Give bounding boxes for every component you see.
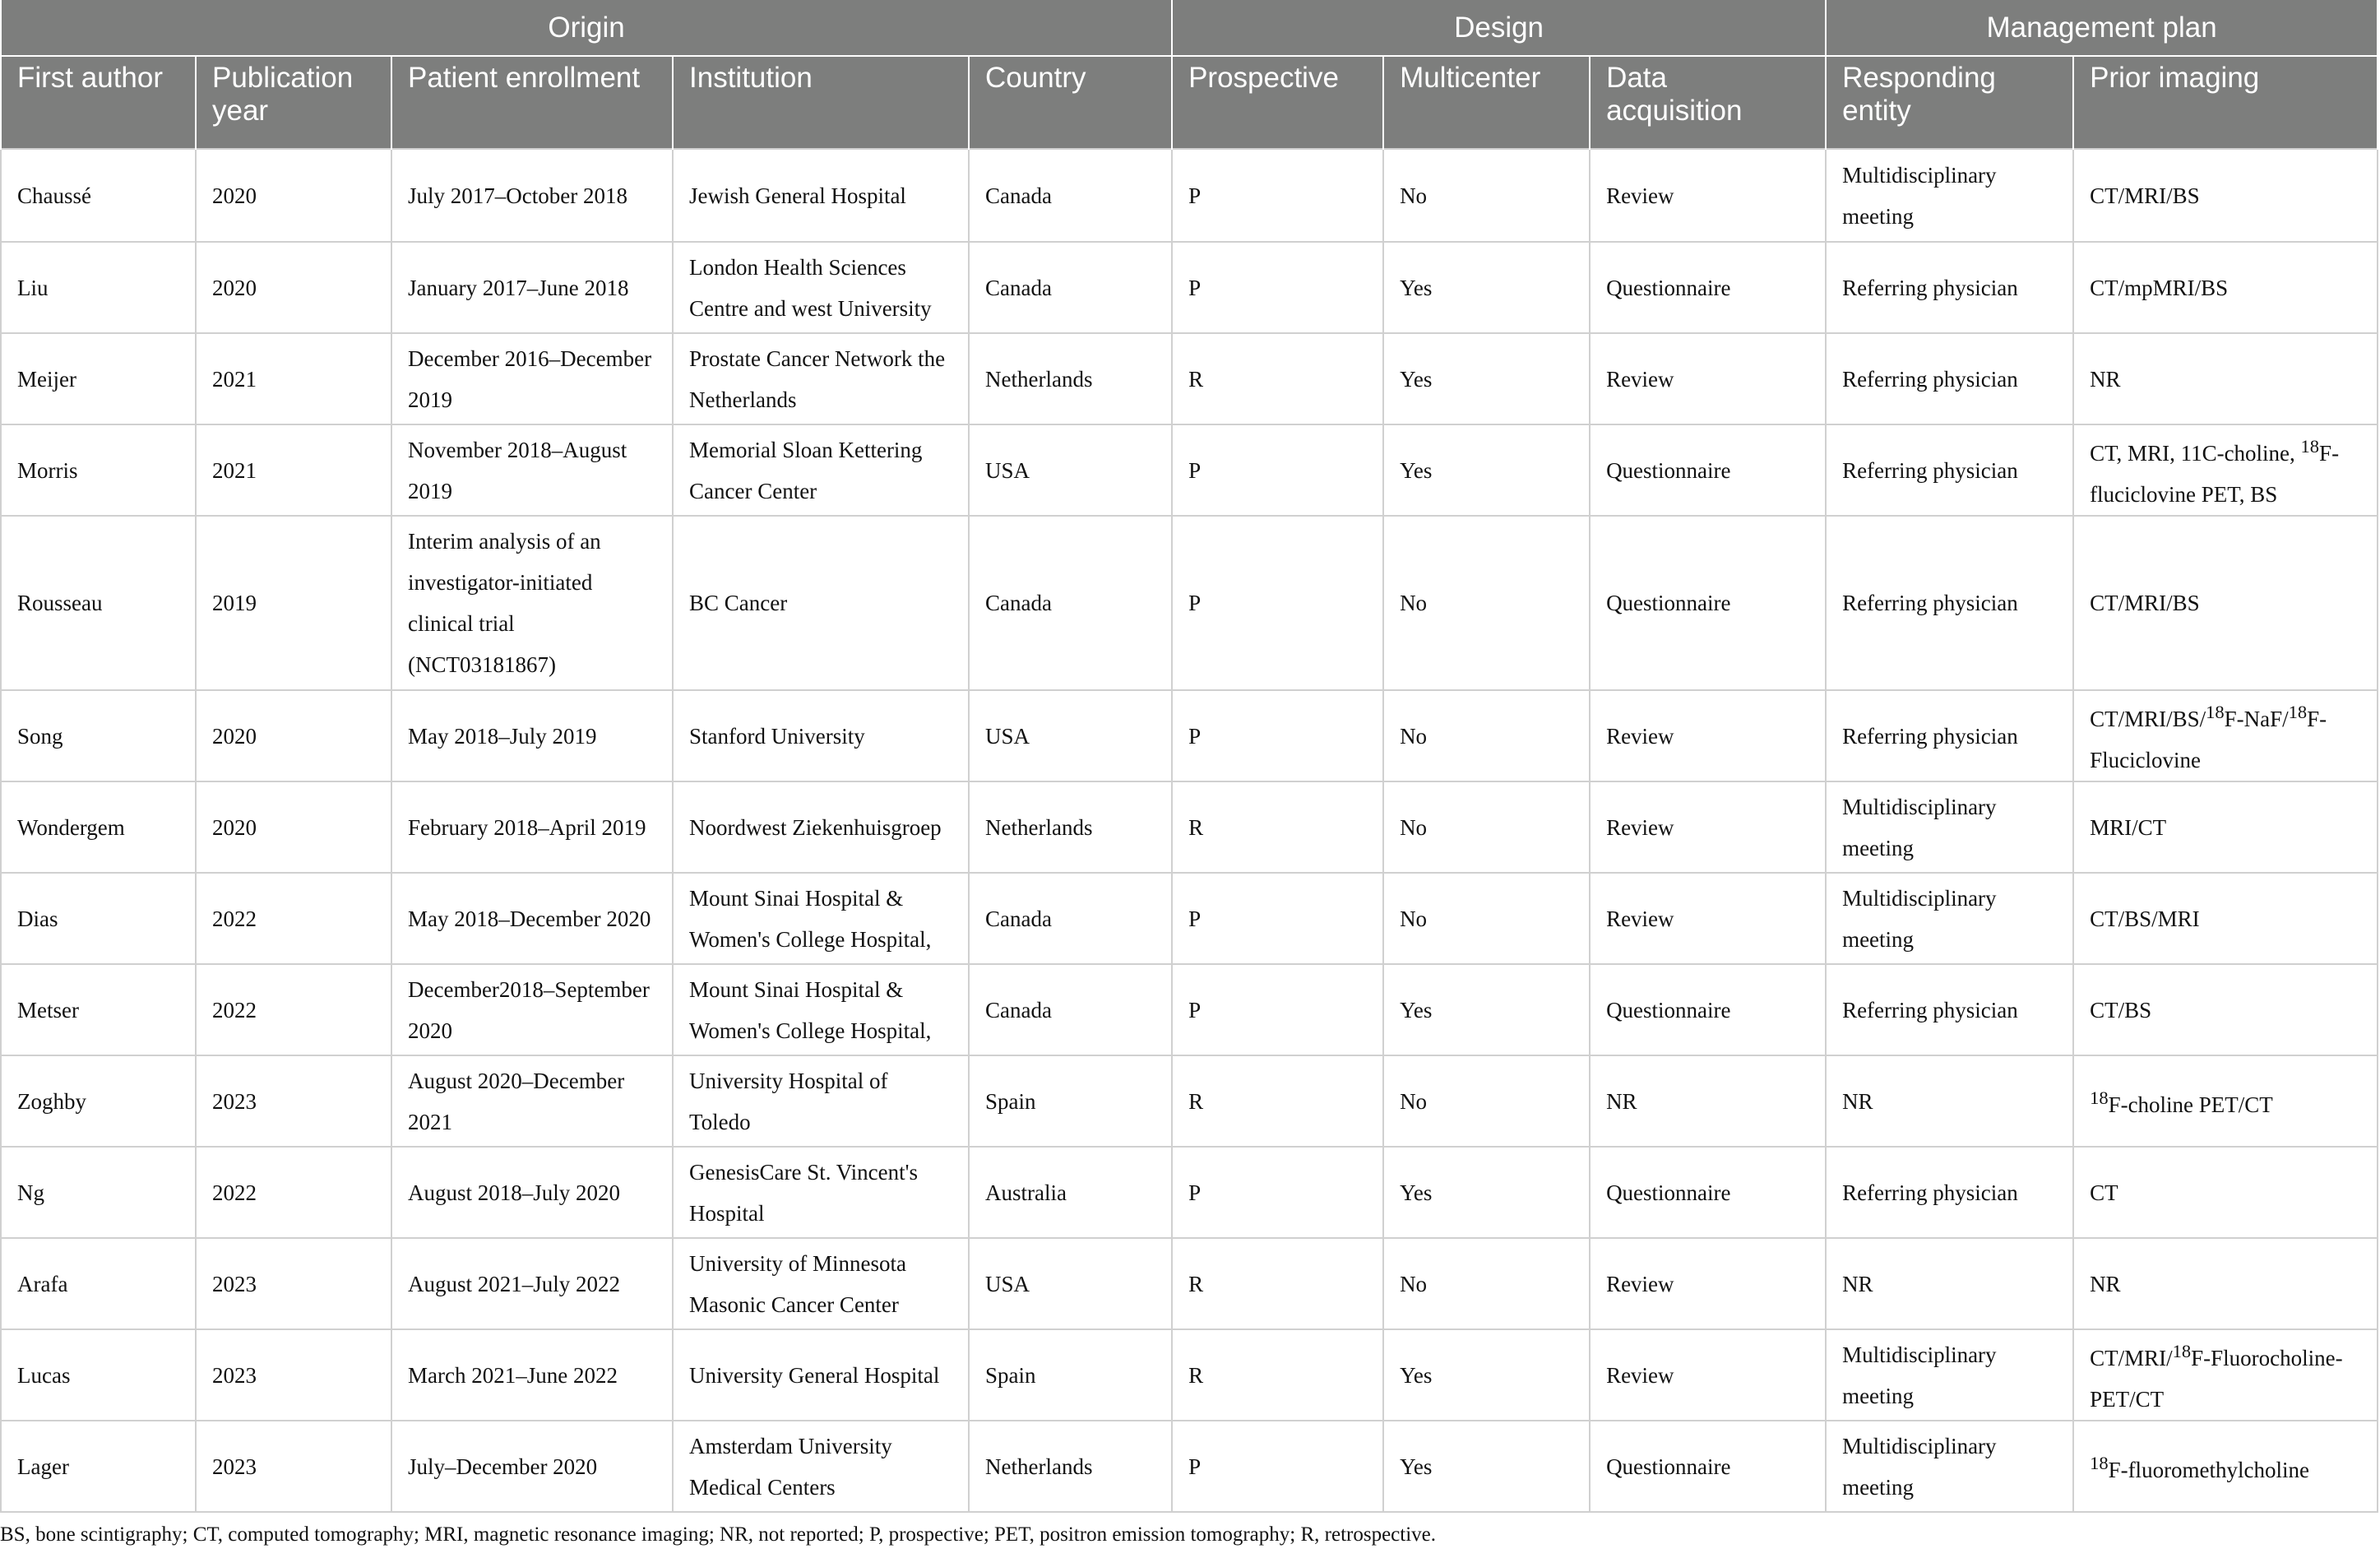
table-row	[1, 1421, 2378, 1512]
imaging-text: CT/MRI/BS/	[2090, 706, 2206, 731]
column-header-multicenter: Multicenter	[1383, 56, 1590, 149]
cell-prospective: P	[1172, 424, 1383, 516]
cell-publication-year: 2020	[196, 690, 391, 781]
imaging-text: F-fluciclovine PET, BS	[2090, 440, 2340, 507]
cell-publication-year: 2020	[196, 242, 391, 333]
cell-country: USA	[969, 690, 1172, 781]
cell-country: Spain	[969, 1329, 1172, 1421]
cell-first-author: Wondergem	[1, 781, 196, 873]
cell-first-author: Zoghby	[1, 1055, 196, 1147]
isotope-superscript: 18	[2090, 1087, 2109, 1108]
cell-prospective: R	[1172, 1238, 1383, 1329]
cell-responding-entity: Multidisciplinary meeting	[1826, 1421, 2073, 1512]
cell-country: Netherlands	[969, 1421, 1172, 1512]
cell-country: Netherlands	[969, 333, 1172, 424]
cell-prior-imaging: CT/MRI/BS	[2073, 149, 2378, 242]
group-header-row	[1, 0, 2378, 56]
cell-first-author: Lager	[1, 1421, 196, 1512]
cell-institution: Mount Sinai Hospital & Women's College Hospital,	[673, 873, 969, 964]
cell-data-acquisition: Questionnaire	[1590, 1147, 1826, 1238]
cell-prior-imaging: CT/mpMRI/BS	[2073, 242, 2378, 333]
imaging-text: F-choline PET/CT	[2108, 1092, 2273, 1117]
column-header-patient-enrollment: Patient enrollment	[391, 56, 673, 149]
cell-first-author: Metser	[1, 964, 196, 1055]
cell-prior-imaging	[2073, 424, 2378, 516]
cell-multicenter: Yes	[1383, 1147, 1590, 1238]
cell-responding-entity: Referring physician	[1826, 964, 2073, 1055]
table-row	[1, 781, 2378, 873]
cell-responding-entity: Referring physician	[1826, 242, 2073, 333]
cell-country: USA	[969, 424, 1172, 516]
cell-publication-year: 2020	[196, 149, 391, 242]
cell-data-acquisition: Questionnaire	[1590, 516, 1826, 690]
table-row	[1, 149, 2378, 242]
cell-patient-enrollment: August 2018–July 2020	[391, 1147, 673, 1238]
cell-first-author: Dias	[1, 873, 196, 964]
cell-prospective: R	[1172, 333, 1383, 424]
cell-data-acquisition: Questionnaire	[1590, 964, 1826, 1055]
table-row	[1, 242, 2378, 333]
group-header-origin: Origin	[1, 0, 1172, 56]
cell-institution: London Health Sciences Centre and west University	[673, 242, 969, 333]
cell-multicenter: No	[1383, 781, 1590, 873]
cell-patient-enrollment: Interim analysis of an investigator-initiated clinical trial (NCT03181867)	[391, 516, 673, 690]
cell-institution: University Hospital of Toledo	[673, 1055, 969, 1147]
cell-prior-imaging	[2073, 1329, 2378, 1421]
cell-country: Canada	[969, 516, 1172, 690]
cell-patient-enrollment: August 2021–July 2022	[391, 1238, 673, 1329]
cell-prospective: R	[1172, 1329, 1383, 1421]
cell-country: Canada	[969, 149, 1172, 242]
cell-prospective: P	[1172, 149, 1383, 242]
cell-patient-enrollment: January 2017–June 2018	[391, 242, 673, 333]
table-row	[1, 1055, 2378, 1147]
cell-multicenter: No	[1383, 1055, 1590, 1147]
cell-data-acquisition: Questionnaire	[1590, 1421, 1826, 1512]
column-header-institution: Institution	[673, 56, 969, 149]
imaging-text: F-NaF/	[2224, 706, 2289, 731]
column-header-data-acquisition: Data acquisition	[1590, 56, 1826, 149]
cell-prior-imaging: MRI/CT	[2073, 781, 2378, 873]
cell-responding-entity: Referring physician	[1826, 690, 2073, 781]
cell-country: Canada	[969, 873, 1172, 964]
cell-data-acquisition: Questionnaire	[1590, 424, 1826, 516]
table-footnote: BS, bone scintigraphy; CT, computed tomography; MRI, magnetic resonance imaging; NR, not reported; P, prospective; PET, positron emission tomography; R, retrospective.	[0, 1523, 1436, 1546]
cell-prospective: P	[1172, 873, 1383, 964]
cell-data-acquisition: Review	[1590, 873, 1826, 964]
group-header-design: Design	[1172, 0, 1826, 56]
isotope-superscript: 18	[2288, 701, 2308, 722]
cell-publication-year: 2023	[196, 1421, 391, 1512]
cell-publication-year: 2022	[196, 873, 391, 964]
cell-prospective: P	[1172, 1147, 1383, 1238]
cell-first-author: Song	[1, 690, 196, 781]
cell-responding-entity: Referring physician	[1826, 424, 2073, 516]
cell-first-author: Chaussé	[1, 149, 196, 242]
column-header-responding-entity: Responding entity	[1826, 56, 2073, 149]
cell-publication-year: 2023	[196, 1238, 391, 1329]
cell-first-author: Lucas	[1, 1329, 196, 1421]
cell-data-acquisition: Review	[1590, 333, 1826, 424]
imaging-text: F-Fluciclovine	[2090, 706, 2327, 772]
cell-first-author: Liu	[1, 242, 196, 333]
cell-country: Australia	[969, 1147, 1172, 1238]
cell-publication-year: 2023	[196, 1329, 391, 1421]
cell-institution: Prostate Cancer Network the Netherlands	[673, 333, 969, 424]
cell-data-acquisition: Review	[1590, 1238, 1826, 1329]
cell-multicenter: Yes	[1383, 964, 1590, 1055]
cell-patient-enrollment: December2018–September 2020	[391, 964, 673, 1055]
cell-prior-imaging: CT/BS/MRI	[2073, 873, 2378, 964]
cell-patient-enrollment: August 2020–December 2021	[391, 1055, 673, 1147]
cell-multicenter: No	[1383, 690, 1590, 781]
cell-patient-enrollment: February 2018–April 2019	[391, 781, 673, 873]
imaging-text: CT/MRI/	[2090, 1345, 2173, 1370]
cell-institution: Stanford University	[673, 690, 969, 781]
cell-prior-imaging	[2073, 1055, 2378, 1147]
cell-first-author: Rousseau	[1, 516, 196, 690]
cell-prospective: P	[1172, 690, 1383, 781]
cell-prospective: P	[1172, 242, 1383, 333]
cell-responding-entity: Referring physician	[1826, 516, 2073, 690]
cell-data-acquisition: Review	[1590, 149, 1826, 242]
cell-publication-year: 2020	[196, 781, 391, 873]
cell-patient-enrollment: May 2018–July 2019	[391, 690, 673, 781]
cell-prior-imaging	[2073, 690, 2378, 781]
cell-publication-year: 2023	[196, 1055, 391, 1147]
cell-institution: Noordwest Ziekenhuisgroep	[673, 781, 969, 873]
cell-prospective: P	[1172, 964, 1383, 1055]
cell-multicenter: No	[1383, 1238, 1590, 1329]
group-header-management-plan: Management plan	[1826, 0, 2378, 56]
cell-multicenter: Yes	[1383, 1329, 1590, 1421]
cell-patient-enrollment: December 2016–December 2019	[391, 333, 673, 424]
cell-first-author: Morris	[1, 424, 196, 516]
cell-institution: GenesisCare St. Vincent's Hospital	[673, 1147, 969, 1238]
cell-institution: BC Cancer	[673, 516, 969, 690]
cell-responding-entity: NR	[1826, 1238, 2073, 1329]
cell-country: Canada	[969, 242, 1172, 333]
cell-publication-year: 2022	[196, 1147, 391, 1238]
cell-institution: Amsterdam University Medical Centers	[673, 1421, 969, 1512]
cell-data-acquisition: Review	[1590, 1329, 1826, 1421]
cell-responding-entity: Multidisciplinary meeting	[1826, 149, 2073, 242]
cell-prior-imaging: CT/MRI/BS	[2073, 516, 2378, 690]
cell-prior-imaging: NR	[2073, 333, 2378, 424]
column-header-publication-year: Publication year	[196, 56, 391, 149]
table-row	[1, 333, 2378, 424]
cell-institution: Jewish General Hospital	[673, 149, 969, 242]
cell-publication-year: 2022	[196, 964, 391, 1055]
cell-prospective: R	[1172, 781, 1383, 873]
column-header-row	[1, 56, 2378, 149]
cell-institution: University General Hospital	[673, 1329, 969, 1421]
cell-patient-enrollment: July–December 2020	[391, 1421, 673, 1512]
cell-prior-imaging: CT	[2073, 1147, 2378, 1238]
table-row	[1, 424, 2378, 516]
cell-multicenter: Yes	[1383, 242, 1590, 333]
isotope-superscript: 18	[2206, 701, 2225, 722]
cell-data-acquisition: Review	[1590, 690, 1826, 781]
cell-first-author: Ng	[1, 1147, 196, 1238]
table-row	[1, 1147, 2378, 1238]
cell-multicenter: No	[1383, 516, 1590, 690]
cell-data-acquisition: NR	[1590, 1055, 1826, 1147]
cell-multicenter: No	[1383, 873, 1590, 964]
cell-institution: Memorial Sloan Kettering Cancer Center	[673, 424, 969, 516]
column-header-country: Country	[969, 56, 1172, 149]
table-row	[1, 1238, 2378, 1329]
cell-prior-imaging: CT/BS	[2073, 964, 2378, 1055]
cell-country: Netherlands	[969, 781, 1172, 873]
isotope-superscript: 18	[2172, 1340, 2192, 1361]
imaging-text: F-fluoromethylcholine	[2108, 1457, 2310, 1482]
cell-multicenter: No	[1383, 149, 1590, 242]
table-row	[1, 516, 2378, 690]
isotope-superscript: 18	[2300, 435, 2320, 457]
cell-responding-entity: Referring physician	[1826, 333, 2073, 424]
cell-responding-entity: Multidisciplinary meeting	[1826, 1329, 2073, 1421]
cell-multicenter: Yes	[1383, 424, 1590, 516]
cell-first-author: Meijer	[1, 333, 196, 424]
cell-institution: Mount Sinai Hospital & Women's College Hospital,	[673, 964, 969, 1055]
cell-multicenter: Yes	[1383, 333, 1590, 424]
cell-first-author: Arafa	[1, 1238, 196, 1329]
cell-prior-imaging: NR	[2073, 1238, 2378, 1329]
column-header-prospective: Prospective	[1172, 56, 1383, 149]
cell-responding-entity: Multidisciplinary meeting	[1826, 781, 2073, 873]
cell-data-acquisition: Questionnaire	[1590, 242, 1826, 333]
table-row	[1, 964, 2378, 1055]
cell-publication-year: 2021	[196, 333, 391, 424]
cell-responding-entity: NR	[1826, 1055, 2073, 1147]
cell-patient-enrollment: March 2021–June 2022	[391, 1329, 673, 1421]
imaging-text: CT, MRI, 11C-choline,	[2090, 440, 2301, 466]
cell-patient-enrollment: July 2017–October 2018	[391, 149, 673, 242]
cell-country: Canada	[969, 964, 1172, 1055]
cell-prior-imaging	[2073, 1421, 2378, 1512]
column-header-first-author: First author	[1, 56, 196, 149]
imaging-text: F-Fluorocholine-PET/CT	[2090, 1345, 2343, 1412]
table-row	[1, 873, 2378, 964]
table-row	[1, 1329, 2378, 1421]
cell-publication-year: 2019	[196, 516, 391, 690]
cell-institution: University of Minnesota Masonic Cancer Center	[673, 1238, 969, 1329]
cell-prospective: R	[1172, 1055, 1383, 1147]
cell-prospective: P	[1172, 1421, 1383, 1512]
isotope-superscript: 18	[2090, 1452, 2109, 1473]
cell-responding-entity: Multidisciplinary meeting	[1826, 873, 2073, 964]
cell-country: USA	[969, 1238, 1172, 1329]
cell-patient-enrollment: November 2018–August 2019	[391, 424, 673, 516]
cell-patient-enrollment: May 2018–December 2020	[391, 873, 673, 964]
cell-multicenter: Yes	[1383, 1421, 1590, 1512]
cell-publication-year: 2021	[196, 424, 391, 516]
column-header-prior-imaging: Prior imaging	[2073, 56, 2378, 149]
cell-country: Spain	[969, 1055, 1172, 1147]
cell-prospective: P	[1172, 516, 1383, 690]
table-row	[1, 690, 2378, 781]
cell-responding-entity: Referring physician	[1826, 1147, 2073, 1238]
cell-data-acquisition: Review	[1590, 781, 1826, 873]
